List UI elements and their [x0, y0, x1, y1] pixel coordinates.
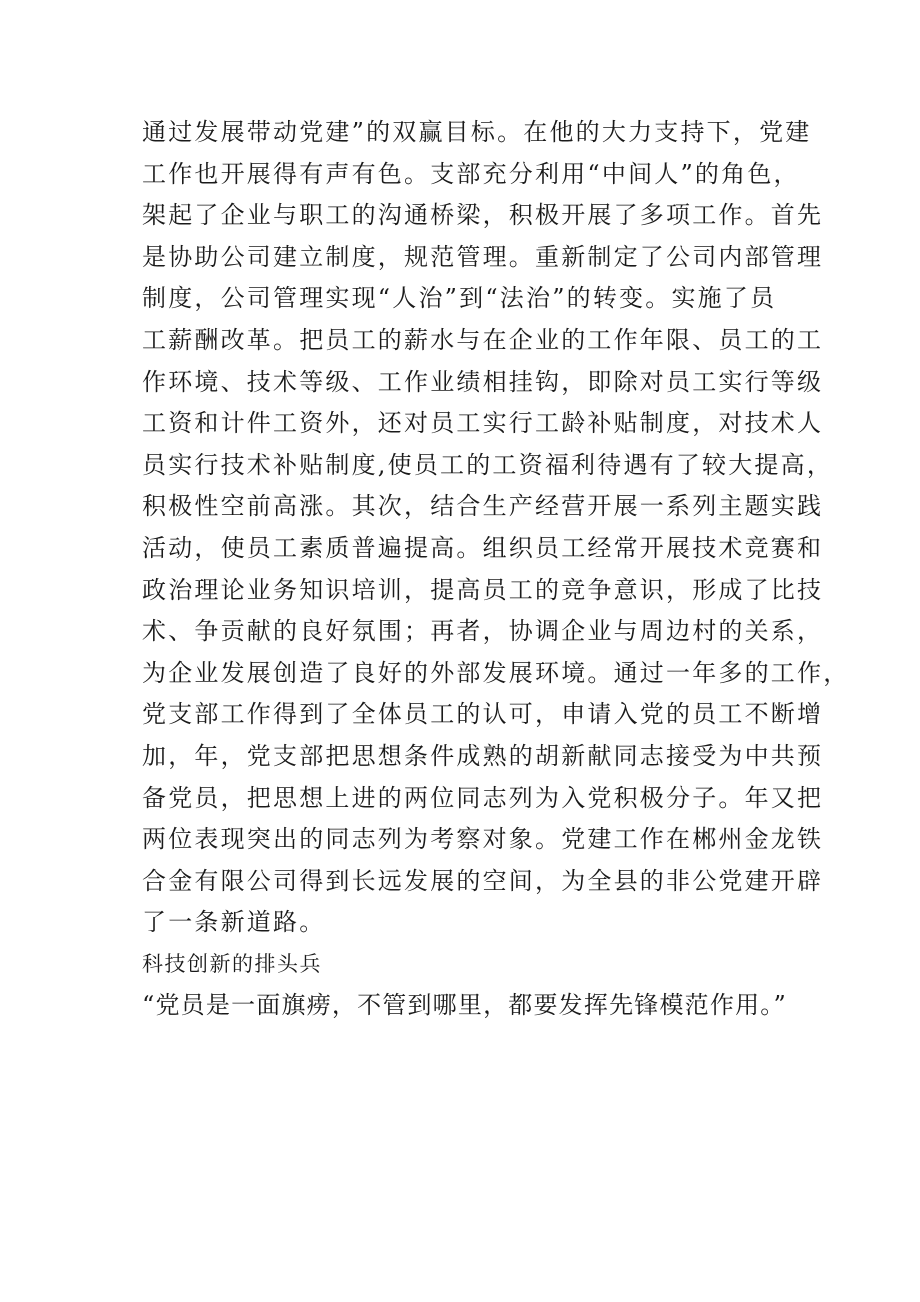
paragraph-line: 工资和计件工资外，还对员工实行工龄补贴制度，对技术人	[142, 409, 824, 438]
paragraph-line: 员实行技术补贴制度,使员工的工资福利待遇有了较大提高，	[142, 450, 834, 479]
paragraph-line: 政治理论业务知识培训，提高员工的竞争意识，形成了比技	[142, 575, 824, 604]
paragraph-line: 两位表现突出的同志列为考察对象。党建工作在郴州金龙铁	[142, 825, 824, 854]
paragraph-line: 通过发展带动党建”的双赢目标。在他的大力支持下，党建	[142, 118, 812, 146]
section-heading: 科技创新的排头兵	[142, 951, 322, 976]
paragraph-line: 作环境、技术等级、工作业绩相挂钩，即除对员工实行等级	[142, 367, 824, 396]
paragraph-line: 术、争贡献的良好氛围；再者，协调企业与周边村的关系，	[142, 617, 824, 646]
paragraph-line: 为企业发展创造了良好的外部发展环境。通过一年多的工作，	[142, 658, 850, 687]
paragraph-line: 了一条新道路。	[142, 908, 326, 937]
paragraph-line: 党支部工作得到了全体员工的认可，申请入党的员工不断增	[142, 700, 824, 729]
paragraph-line: 是协助公司建立制度，规范管理。重新制定了公司内部管理	[142, 242, 824, 271]
paragraph-line: 工作也开展得有声有色。支部充分利用“中间人”的角色，	[142, 159, 800, 188]
paragraph-line: 架起了企业与职工的沟通桥梁，积极开展了多项工作。首先	[142, 201, 824, 230]
quote-line: “党员是一面旗痨，不管到哪里，都要发挥先锋模范作用。”	[142, 991, 787, 1020]
paragraph-line: 制度，公司管理实现“人治”到“法治”的转变。实施了员	[142, 284, 777, 313]
paragraph-line: 备党员，把思想上进的两位同志列为入党积极分子。年又把	[142, 783, 824, 812]
paragraph-line: 加，年，党支部把思想条件成熟的胡新献同志接受为中共预	[142, 741, 824, 770]
paragraph-line: 活动，使员工素质普遍提高。组织员工经常开展技术竞赛和	[142, 533, 824, 562]
document-body	[142, 112, 850, 1027]
paragraph-line: 工薪酬改革。把员工的薪水与在企业的工作年限、员工的工	[142, 325, 824, 354]
paragraph-line: 合金有限公司得到长远发展的空间，为全县的非公党建开辟	[142, 866, 824, 895]
paragraph-line: 积极性空前高涨。其次，结合生产经营开展一系列主题实践	[142, 492, 824, 521]
